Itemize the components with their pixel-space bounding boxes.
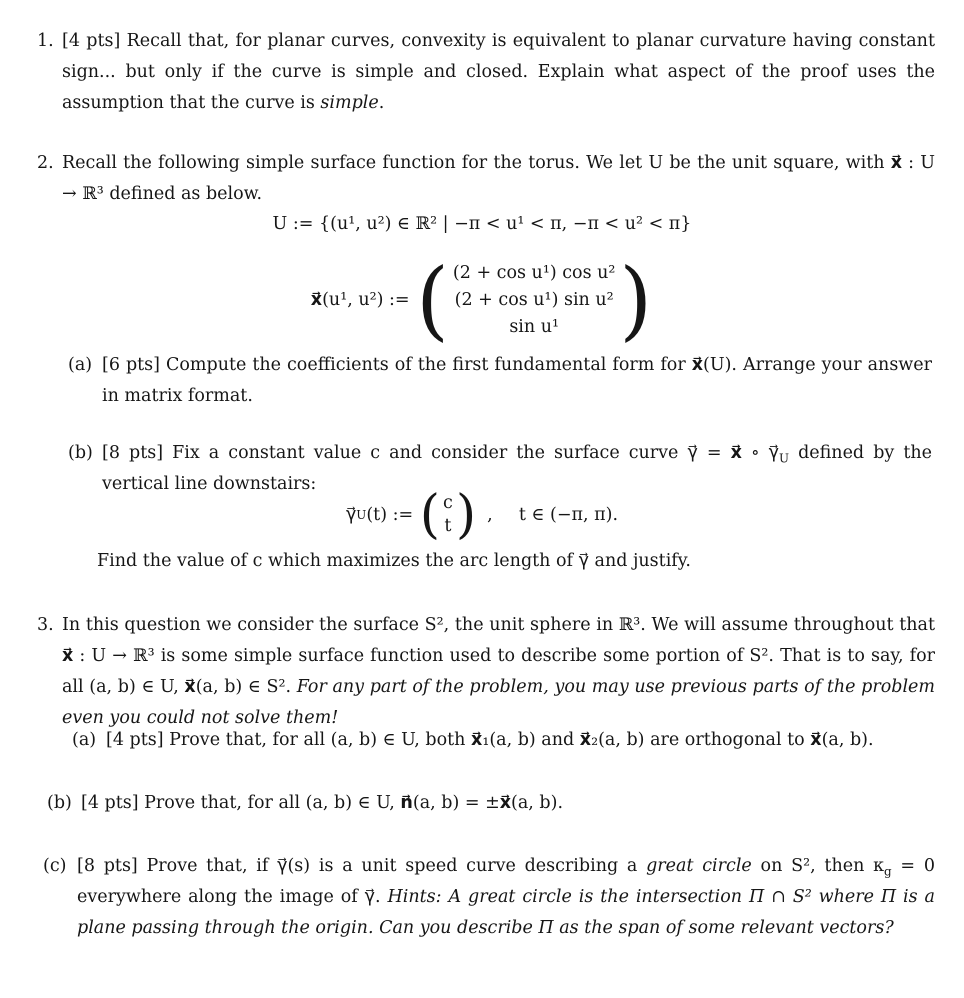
- curve-column-bottom: t: [444, 516, 452, 536]
- vector-gamma-symbol: γ⃗: [277, 856, 288, 876]
- vector-x-symbol: x⃗: [499, 793, 512, 813]
- question-3b-text: [81, 788, 935, 819]
- q3-text-3: (a, b) ∈ S².: [195, 677, 297, 697]
- q3c-text-5: .: [375, 887, 388, 907]
- vector-x-symbol: x⃗: [890, 153, 902, 173]
- vector-x2-symbol: x⃗: [579, 730, 592, 750]
- formula-surface-function: x⃗ (u¹, u²) := ( (2 + cos u¹) cos u² (2 + cos u¹) sin u² sin u¹ ): [310, 250, 653, 350]
- q3a-text-1: [4 pts] Prove that, for all (a, b) ∈ U, both: [106, 730, 472, 750]
- q1-text-1: [4 pts] Recall that, for planar curves, convexity is equivalent to planar curvature having constant sign... but only if the curve is simple and closed. Explain what aspect of the proof uses the assumption that the curve is: [62, 31, 935, 113]
- q3a-text-3: ₂(a, b) are orthogonal to: [591, 730, 811, 750]
- question-3-number: 3.: [37, 615, 54, 635]
- vector-gamma-symbol: γ⃗: [768, 443, 779, 463]
- matrix-row-3: sin u¹: [509, 316, 560, 337]
- q2b-text-3: defined by the vertical line downstairs:: [102, 443, 932, 494]
- formula-domain-U: [0, 204, 964, 244]
- vector-x-symbol: x⃗: [810, 730, 822, 750]
- find-text-1: Find the value of c which maximizes the arc length of: [97, 551, 579, 571]
- vector-x-symbol: x⃗: [184, 677, 196, 697]
- matrix-row-2: (2 + cos u¹) sin u²: [454, 289, 614, 310]
- curve-column-top: c: [443, 493, 453, 513]
- find-text-2: and justify.: [588, 551, 691, 571]
- question-2b-find: [97, 546, 935, 577]
- q2-text-1: Recall the following simple surface function for the torus. We let U be the unit square, with: [62, 153, 891, 173]
- vector-x1-symbol: x⃗: [471, 730, 483, 750]
- question-3b-label: (b): [47, 793, 72, 813]
- question-2a-label: (a): [68, 355, 93, 375]
- formula-domain-text: U := {(u¹, u²) ∈ ℝ² | −π < u¹ < π, −π < u² < π}: [272, 213, 692, 234]
- question-2-text: [62, 148, 935, 210]
- formula-curve-gamma: γ⃗ U (t) := ( c t ) , t ∈ (−π, π).: [345, 485, 619, 545]
- q3b-text-3: (a, b).: [511, 793, 564, 813]
- question-2a-text: [102, 350, 932, 412]
- question-2-intro: [37, 148, 935, 210]
- vector-gamma-symbol: γ⃗: [345, 504, 357, 525]
- subscript-g: g: [884, 864, 892, 879]
- q2a-text-2: (U). Arrange your answer in matrix format.: [102, 355, 933, 406]
- q2-text-2: : U → ℝ³ defined as below.: [62, 153, 935, 204]
- vector-x-symbol: x⃗: [691, 355, 703, 375]
- question-3b: [47, 788, 935, 819]
- question-3c-text: [77, 851, 935, 944]
- q3c-hints: Hints: A great circle is the intersection Π ∩ S² where Π is a plane passing through the origin. Can you describe Π as the span of some relevant vectors?: [77, 887, 935, 938]
- question-3-intro: [37, 610, 935, 734]
- q2a-text-1: [6 pts] Compute the coefficients of the first fundamental form for: [102, 355, 692, 375]
- question-3a-label: (a): [72, 730, 97, 750]
- vector-gamma-symbol: γ⃗: [578, 551, 589, 571]
- question-3a: [72, 725, 934, 756]
- matrix-row-1: (2 + cos u¹) cos u²: [452, 262, 616, 283]
- formula-curve-lhs: (t) :=: [366, 504, 419, 525]
- q3c-text-3: on S², then κ: [751, 856, 885, 876]
- q3b-text-1: [4 pts] Prove that, for all (a, b) ∈ U,: [81, 793, 401, 813]
- q3-emphasis: For any part of the problem, you may use previous parts of the problem even you could not solve them!: [62, 677, 935, 728]
- q1-text-2: .: [378, 93, 385, 113]
- q3-text-2: : U → ℝ³ is some simple surface function used to describe some portion of S². That is to say, for all (a, b) ∈ U,: [62, 646, 935, 697]
- q3c-text-4: = 0 everywhere along the image of: [77, 856, 935, 907]
- subscript-U: U: [778, 451, 790, 466]
- question-2b-label: (b): [68, 443, 93, 463]
- question-2-number: 2.: [37, 153, 54, 173]
- vector-x-symbol: x⃗: [310, 289, 323, 310]
- q3b-text-2: (a, b) = ±: [412, 793, 500, 813]
- question-3a-text: [106, 725, 934, 756]
- q1-emphasis-simple: simple: [320, 93, 379, 113]
- formula-surface-lhs: (u¹, u²) :=: [322, 289, 416, 310]
- q3c-emphasis-great-circle: great circle: [646, 856, 752, 876]
- q3c-text-1: [8 pts] Prove that, if: [77, 856, 278, 876]
- q2b-text-2: =: [697, 443, 731, 463]
- q2b-text-1: [8 pts] Fix a constant value c and consider the surface curve: [102, 443, 688, 463]
- question-2b-find-text: [97, 546, 935, 577]
- question-1-number: 1.: [37, 31, 54, 51]
- vector-x-symbol: x⃗: [62, 646, 74, 666]
- composition-operator: ∘: [741, 443, 769, 463]
- question-3c: [43, 851, 935, 944]
- q3c-text-2: (s) is a unit speed curve describing a: [287, 856, 647, 876]
- q3a-text-4: (a, b).: [821, 730, 874, 750]
- matrix-column: [450, 260, 618, 341]
- vector-x-symbol: x⃗: [730, 443, 742, 463]
- q3-text-1: In this question we consider the surface S², the unit sphere in ℝ³. We will assume throughout that: [62, 615, 935, 635]
- q3a-text-2: ₁(a, b) and: [482, 730, 580, 750]
- question-1: [37, 26, 935, 119]
- vector-gamma-symbol: γ⃗: [687, 443, 698, 463]
- question-3c-label: (c): [43, 856, 67, 876]
- question-2a: [68, 350, 932, 412]
- vector-gamma-symbol: γ⃗: [364, 887, 376, 907]
- question-3-text: [62, 610, 935, 734]
- curve-column: [441, 492, 455, 538]
- question-1-text: [62, 26, 935, 119]
- formula-curve-tail: , t ∈ (−π, π).: [487, 504, 619, 525]
- vector-n-symbol: n⃗: [400, 793, 413, 813]
